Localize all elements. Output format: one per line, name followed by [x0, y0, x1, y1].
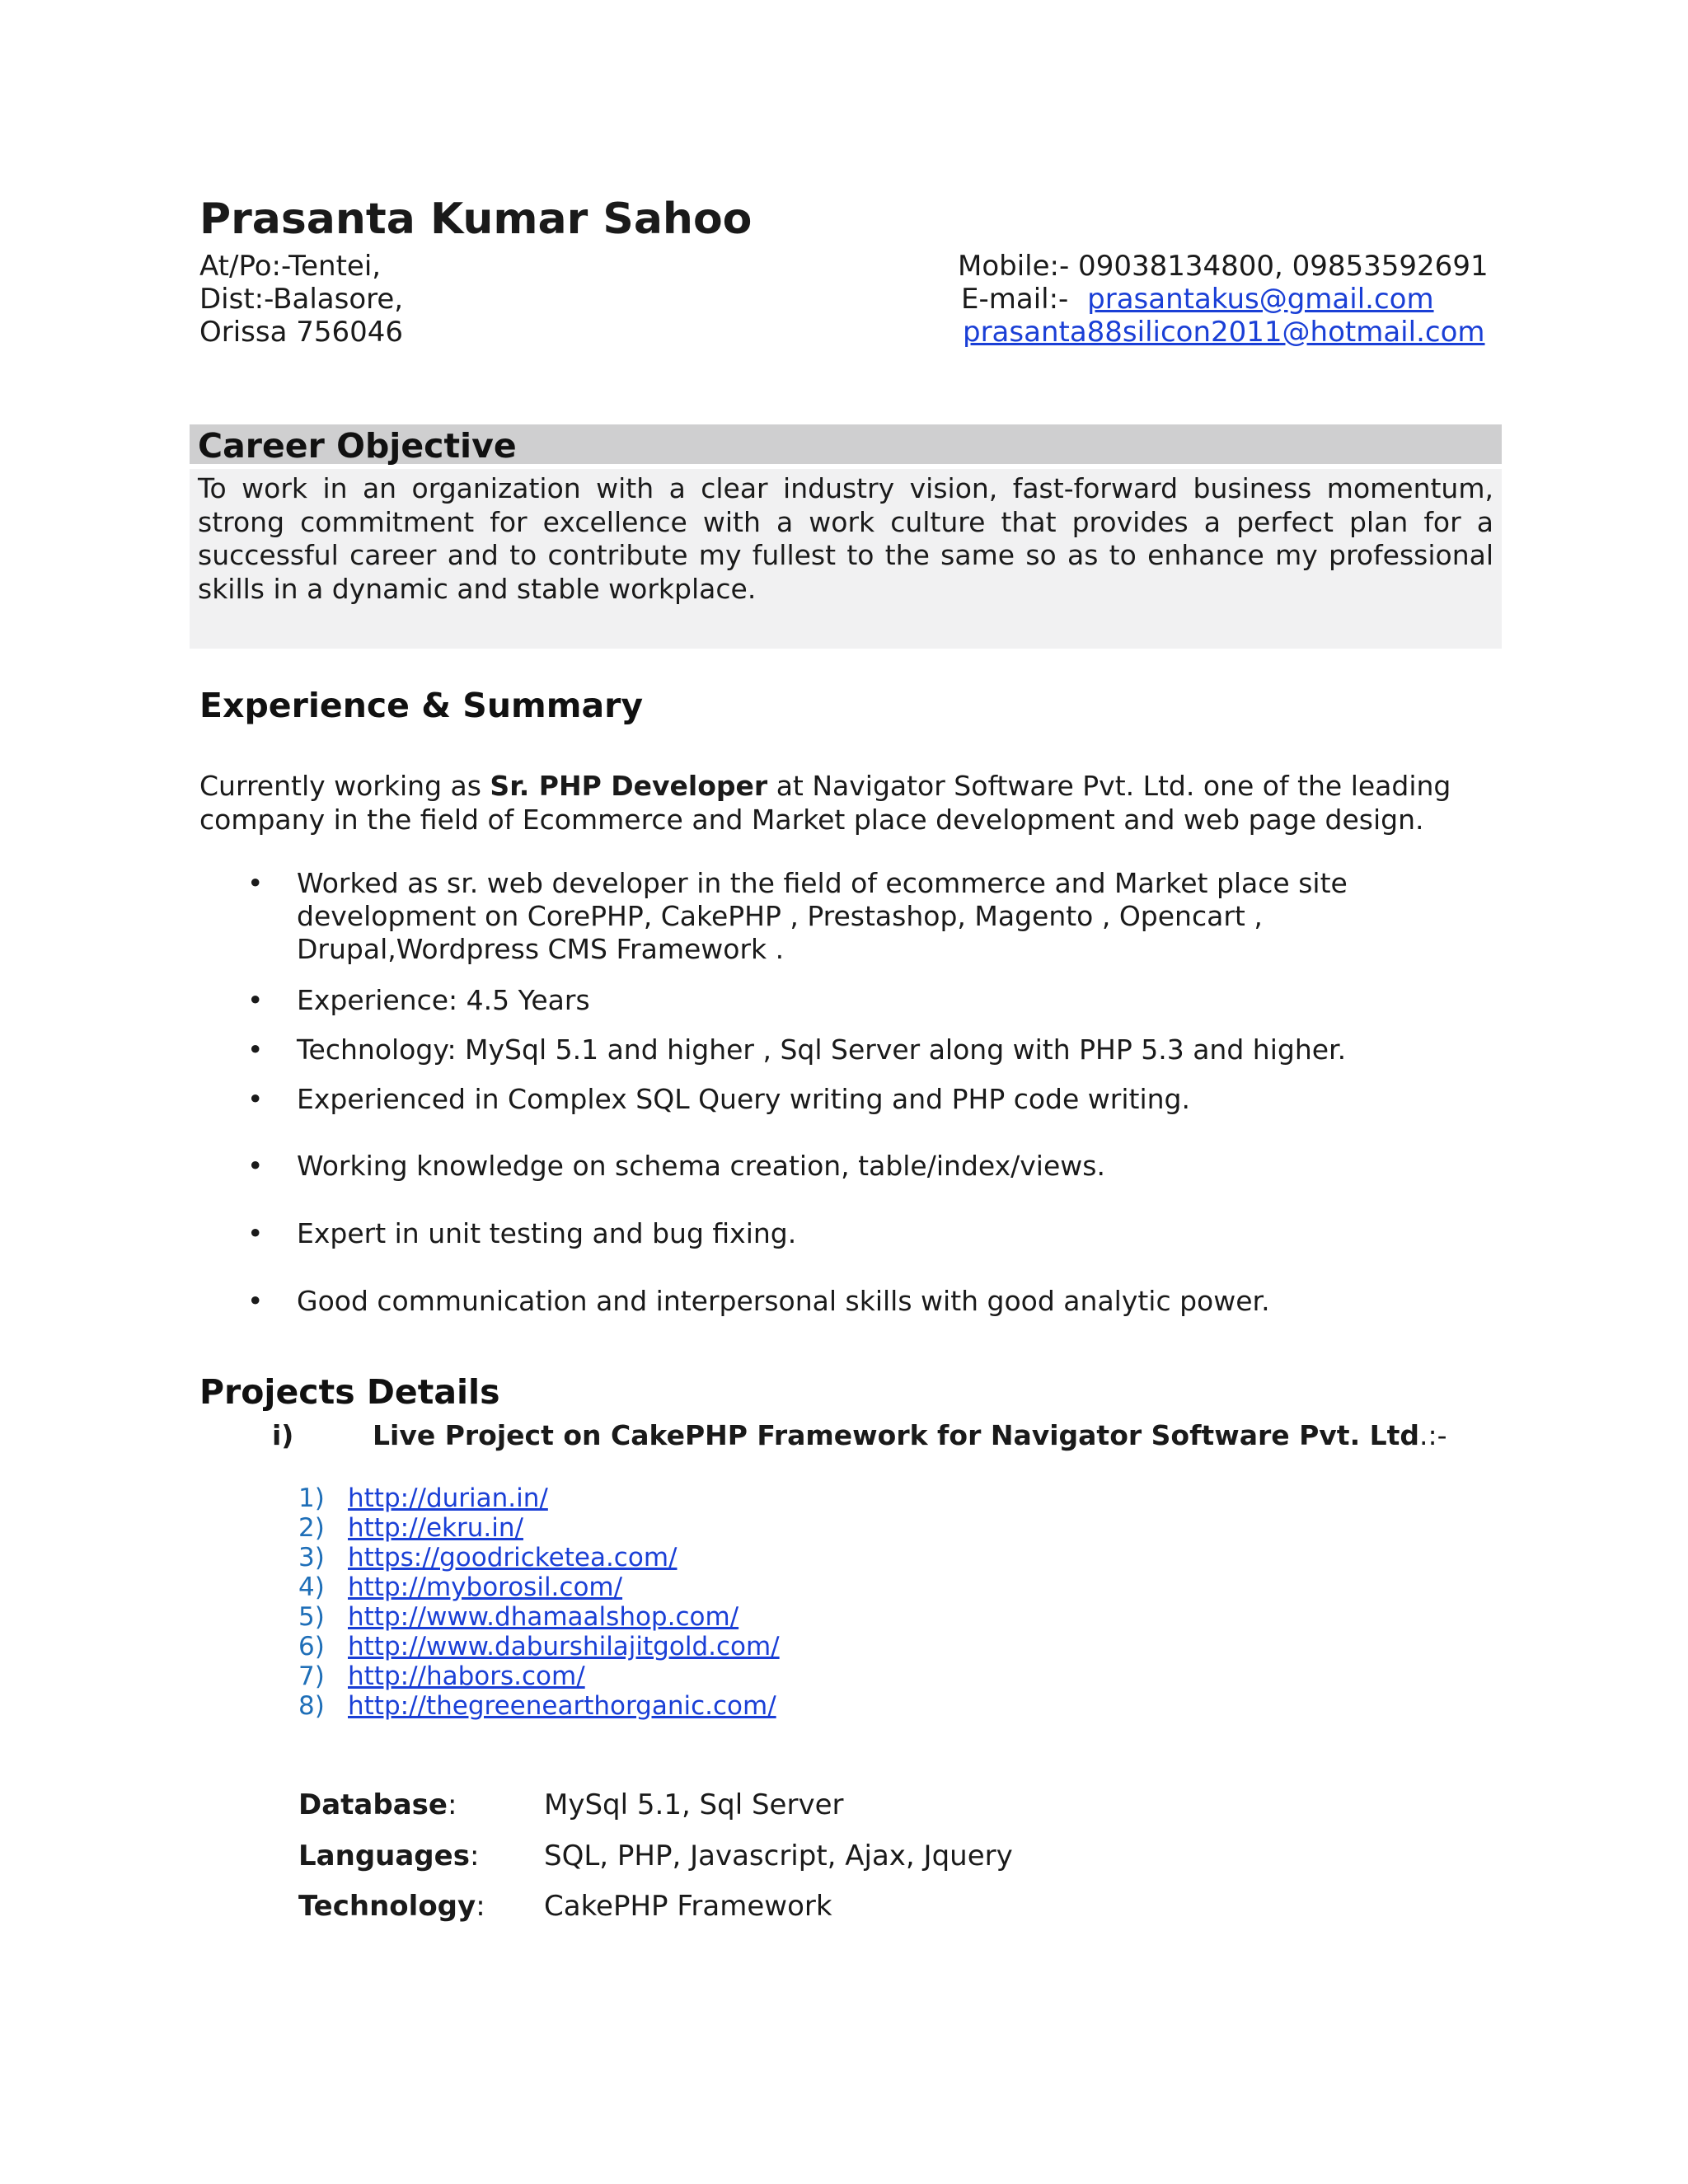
- career-objective-text: To work in an organization with a clear industry vision, fast-forward business momentum, strong commitment for excellence with a work culture that provides a perfect plan for a successful career and to contribute my fullest to the same so as to enhance my professional skills in a dynamic and stable workplace.: [198, 472, 1493, 605]
- project-link[interactable]: http://myborosil.com/: [348, 1572, 623, 1602]
- project-link[interactable]: http://www.dhamaalshop.com/: [348, 1602, 739, 1632]
- address-line-2: Dist:-Balasore,: [199, 283, 404, 316]
- tech-value: CakePHP Framework: [544, 1890, 832, 1923]
- email-row-secondary: [963, 316, 1485, 349]
- project-link[interactable]: http://durian.in/: [348, 1483, 548, 1513]
- tech-value: MySql 5.1, Sql Server: [544, 1788, 844, 1821]
- bullet-icon: •: [247, 867, 264, 899]
- career-objective-heading-bar: [190, 424, 1502, 464]
- project-number: i): [272, 1419, 294, 1451]
- candidate-name: Prasanta Kumar Sahoo: [199, 194, 753, 244]
- address-line-1: At/Po:-Tentei,: [199, 250, 382, 283]
- email-row: [961, 283, 1434, 316]
- intro-prefix: Currently working as: [199, 770, 490, 802]
- mobile-numbers: Mobile:- 09038134800, 09853592691: [958, 250, 1489, 283]
- email-label: E-mail:-: [961, 283, 1069, 316]
- address-line-3: Orissa 756046: [199, 316, 404, 349]
- bullet-icon: •: [247, 984, 264, 1016]
- project-title: Live Project on CakePHP Framework for Navigator Software Pvt. Ltd.:-: [373, 1419, 1447, 1451]
- project-link[interactable]: http://habors.com/: [348, 1661, 585, 1691]
- intro-role: Sr. PHP Developer: [490, 770, 768, 802]
- tech-key: Database:: [298, 1788, 457, 1821]
- tech-value: SQL, PHP, Javascript, Ajax, Jquery: [544, 1840, 1013, 1872]
- project-link[interactable]: http://thegreenearthorganic.com/: [348, 1691, 776, 1721]
- project-link[interactable]: http://ekru.in/: [348, 1513, 523, 1543]
- bullet-icon: •: [247, 1150, 264, 1182]
- bullet-icon: •: [247, 1285, 264, 1317]
- email-link-primary[interactable]: prasantakus@gmail.com: [1087, 283, 1434, 316]
- bullet-icon: •: [247, 1033, 264, 1066]
- bullet-icon: •: [247, 1217, 264, 1249]
- project-link[interactable]: https://goodricketea.com/: [348, 1543, 678, 1572]
- intro-suffix: at Navigator Software Pvt. Ltd. one of the leading company in the field of Ecommerce and Market place development and web page design.: [199, 770, 1451, 836]
- project-link[interactable]: http://www.daburshilajitgold.com/: [348, 1632, 780, 1661]
- projects-heading: Projects Details: [199, 1372, 500, 1412]
- experience-heading: Experience & Summary: [199, 686, 644, 725]
- tech-key: Technology:: [298, 1890, 485, 1923]
- career-objective-title: Career Objective: [198, 426, 517, 466]
- career-objective-box: [190, 469, 1502, 649]
- tech-key: Languages:: [298, 1840, 480, 1872]
- experience-intro: [199, 769, 1518, 837]
- bullet-icon: •: [247, 1083, 264, 1115]
- email-link-secondary[interactable]: prasanta88silicon2011@hotmail.com: [963, 316, 1485, 349]
